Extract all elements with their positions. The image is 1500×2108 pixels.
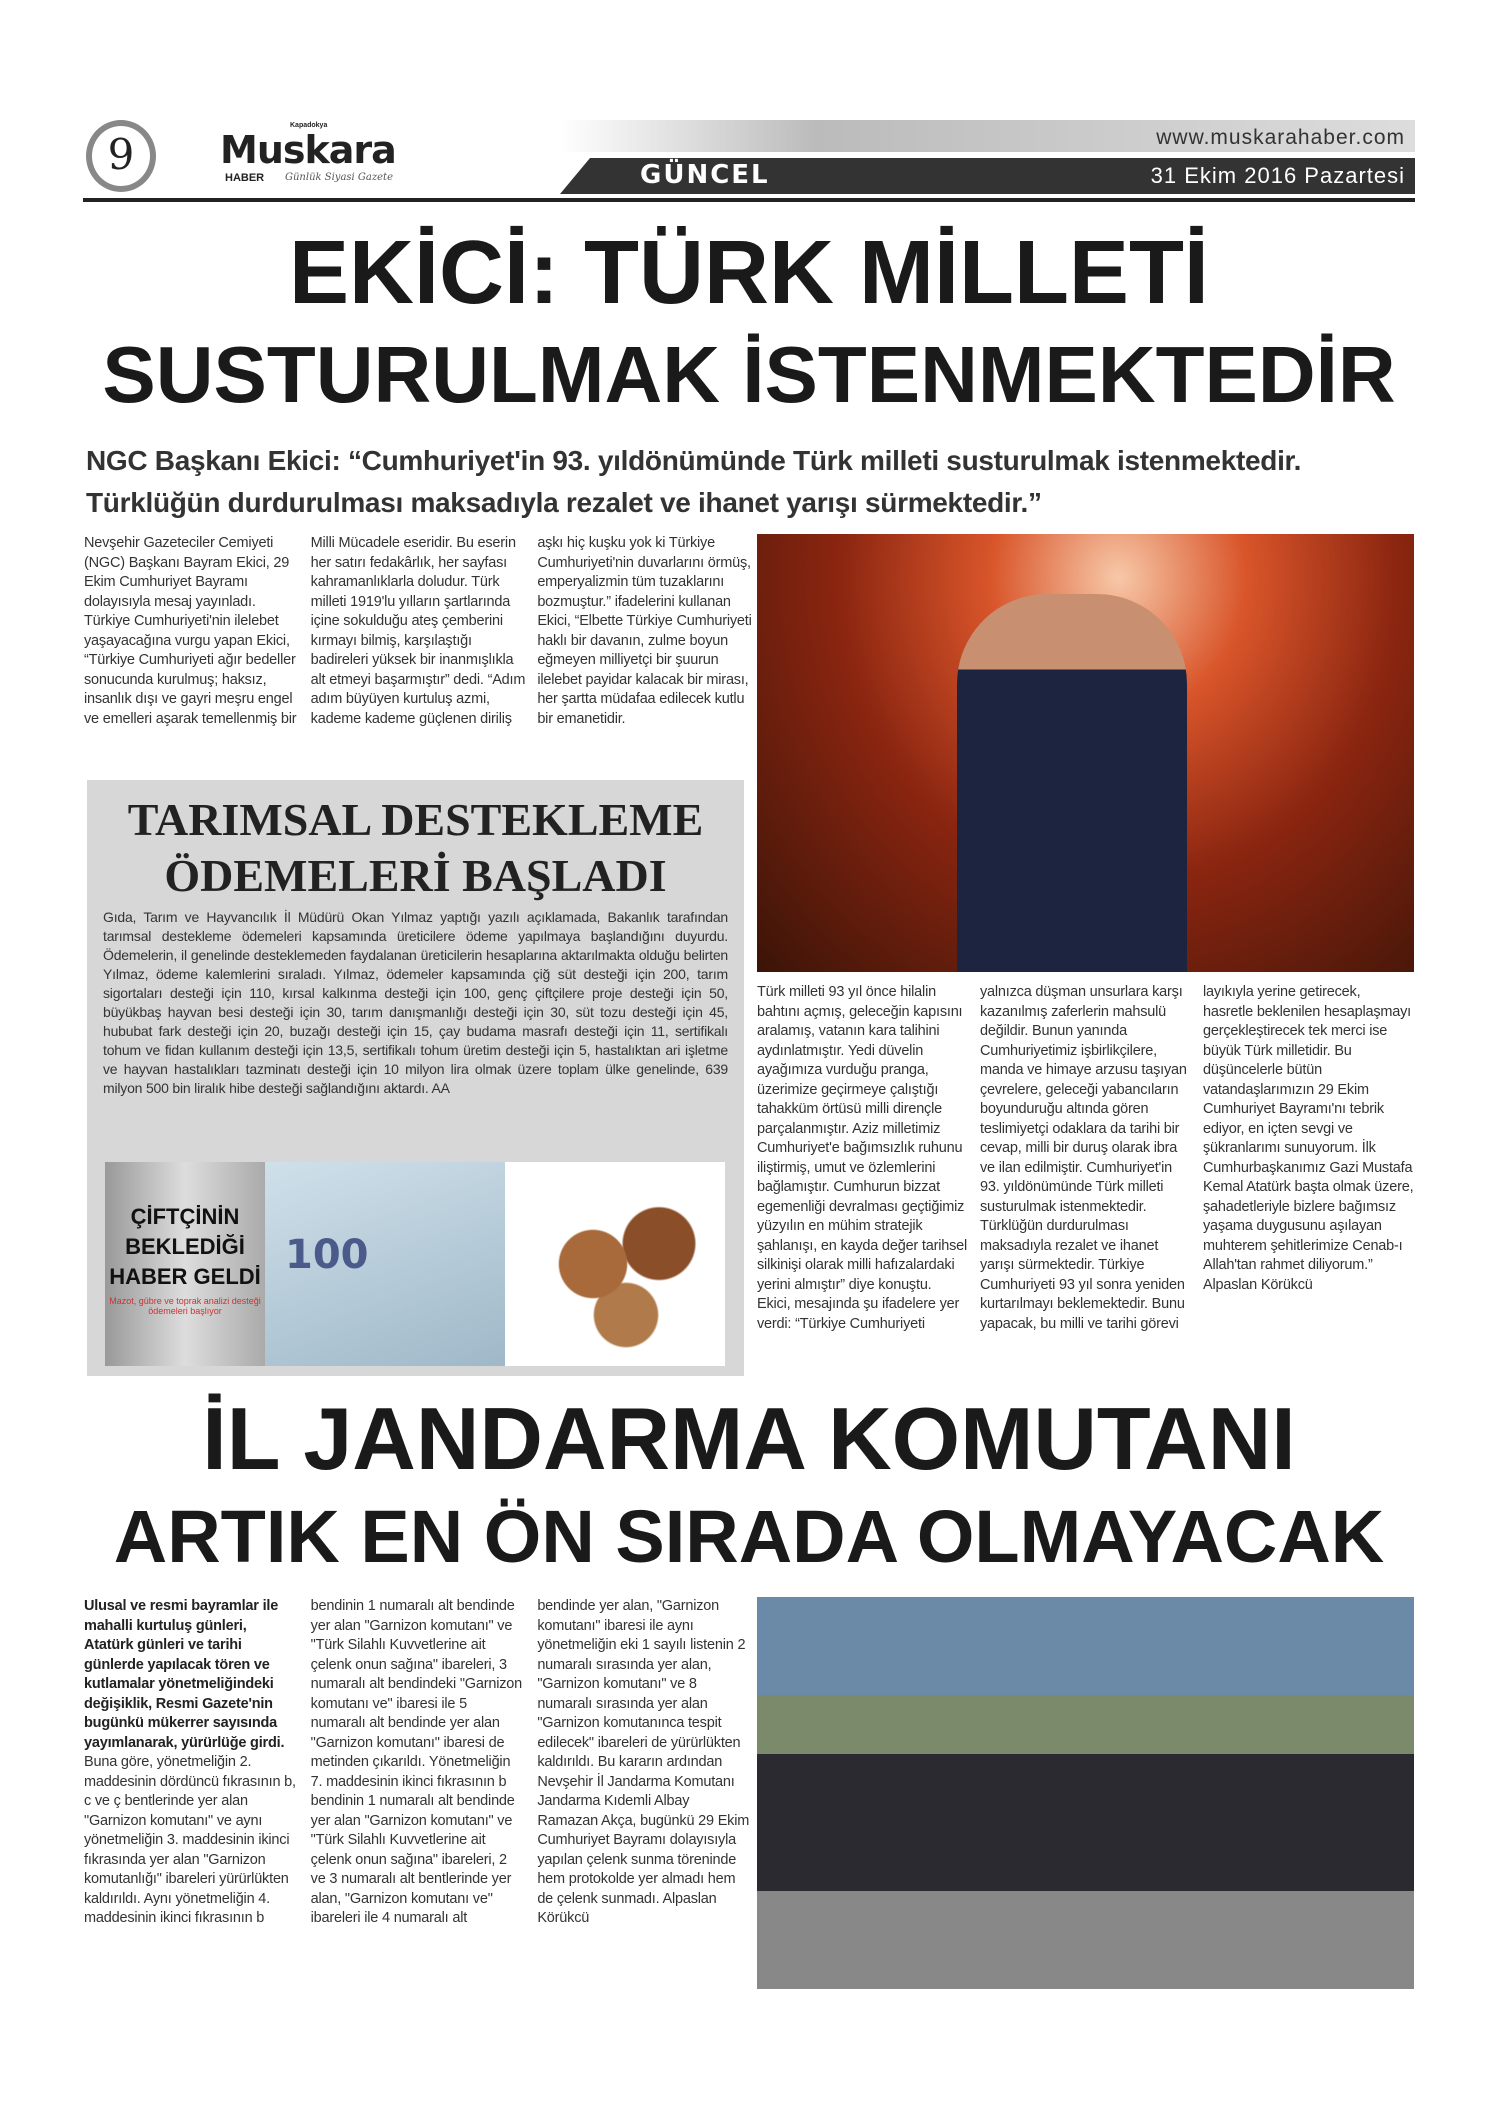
agriculture-news-box (87, 780, 744, 1376)
article-subheading: NGC Başkanı Ekici: “Cumhuriyet'in 93. yıldönümünde Türk milleti susturulmak istenmektedir. Türklüğün durdurulması maksadıyla rezalet ve ihanet yarışı sürmektedir.” (86, 445, 1302, 518)
hazelnut-image (505, 1162, 725, 1366)
banknote-image (265, 1162, 505, 1366)
article-text: Buna göre, yönetmeliğin 2. maddesinin dördüncü fıkrasının b, c ve ç bentlerinde yer alan "Garnizon komutanı" ve aynı yönetmeliğin 3. maddesinin ikinci fıkrasında yer alan "Garnizon komutanlığı" ibareleri yürürlükten kaldırıldı. Aynı yönetmeliğin 4. maddesinin ikinci fıkrasının b bendinin 1 numaralı alt bendinde yer alan "Garnizon komutanı" ve "Türk Silahlı Kuvvetlerine ait çelenk onun sağına" ibareleri, 3 numaralı alt bendindeki "Garnizon komutanı ve" ibaresi ile 5 numaralı alt bendinde yer alan "Garnizon komutanı" ibaresi de metinden çıkarıldı. Yönetmeliğin 7. maddesinin ikinci fıkrasının b bendinin 1 numaralı alt bendinde yer alan "Garnizon komutanı" ve "Türk Silahlı Kuvvetlerine ait çelenk onun sağına" ibareleri, 2 ve 3 numaralı alt bentlerinde yer alan, "Garnizon komutanı ve" ibareleri ile 4 numaralı alt bendinde yer alan, "Garnizon komutanı" ibaresi ile aynı yönetmeliğin eki 1 sayılı listenin 2 numaralı sırasında yer alan, "Garnizon komutanı" ve 8 numaralı sırasında yer alan "Garnizon komutanınca tespit edilecek" ibareleri de yürürlükten kaldırıldı. Bu kararın ardından Nevşehir İl Jandarma Komutanı Jandarma Kıdemli Albay Ramazan Akça, bugünkü 29 Ekim Cumhuriyet Bayramı dolayısıyla yapılan çelenk sunma töreninde hem protokolde yer almadı hem de çelenk sunmadı. Alpaslan Körükcü (84, 1598, 750, 1926)
box-body: Gıda, Tarım ve Hayvancılık İl Müdürü Okan Yılmaz yaptığı yazılı açıklamada, Bakanlık tarafından tarımsal destekleme ödemeleri kapsamında üreticilere ödeme yapılmaya başlandığını duyurdu. Ödemelerin, il genelinde desteklemeden faydalanan üreticilerin hesaplarına aktarılmakta olduğu belirten Yılmaz, ödeme kalemlerini sıraladı. Yılmaz, ödemeler kapsamında çiğ süt desteği için 200, tarım sigortaları desteği için 110, kırsal kalkınma desteği için 100, genç çiftçilere proje desteği için 50, büyükbaş hayvan besi desteği için 30, tarım danışmanlığı desteği için 30, süt tozu desteği için 45, hububat fark desteği için 20, buzağı desteği için 15, çay budama masrafı desteği için 11, sertifikalı tohum ve fidan kullanım desteği için 13,5, sertifikalı tohum üretim desteği için 5, hastalıktan ari işletme ve hayvan hastalıkları tazminatı desteği için 10 milyon lira olmak üzere toplam ülke genelinde, 639 milyon 500 bin liralık hibe desteği sağlandığını aktardı. AA (103, 909, 728, 1096)
newspaper-logo[interactable] (165, 122, 405, 190)
person-figure (957, 594, 1187, 972)
article-body-part1: Nevşehir Gazeteciler Cemiyeti (NGC) Başkanı Bayram Ekici, 29 Ekim Cumhuriyet Bayramı dolayısıyla mesaj yayınladı. Türkiye Cumhuriyeti'nin ilelebet yaşayacağına vurgu yapan Ekici, “Türkiye Cumhuriyeti ağır bedeller sonucunda kurulmuş; haksız, insanlık dışı ve gayri meşru engel ve emelleri aşarak temellenmiş bir Milli Mücadele eseridir. Bu eserin her satırı fedakârlık, her sayfası kahramanlıklarla doludur. Türk milleti 1919'lu yılların şartlarında içine sokulduğu ateş çemberini kırmayı bilmiş, karşılaştığı badireleri yüksek bir inanmışlıkla alt etmeyi başarmıştır” dedi. “Adım adım büyüyen kurtuluş azmi, kademe kademe güçlenen diriliş aşkı hiç kuşku yok ki Türkiye Cumhuriyeti'nin duvarlarını örmüş, emperyalizmin tüm tuzaklarını bozmuştur.” ifadelerini kullanan Ekici, “Elbette Türkiye Cumhuriyeti haklı bir davanın, zulme boyun eğmeyen milliyetçi bir şuurun ilelebet payidar kalacak bir mirası, her şartta müdafaa edilecek kutlu bir emanetidir. (84, 535, 752, 727)
issue-date: 31 Ekim 2016 Pazartesi (1150, 163, 1405, 188)
section-title: GÜNCEL (640, 160, 770, 190)
headline2-line-2: ARTIK EN ÖN SIRADA OLMAYACAK (113, 1495, 1385, 1578)
box-headline (87, 792, 744, 904)
website-url[interactable]: www.muskarahaber.com (1156, 126, 1405, 149)
banknote-value: 100 (285, 1232, 369, 1278)
gendarmerie-article-body (84, 1597, 752, 1929)
agriculture-image (105, 1162, 725, 1366)
page-number: 9 (86, 120, 156, 192)
article-body-part2: Türk milleti 93 yıl önce hilalin bahtını açmış, geleceğin kapısını aralamış, vatanın kara talihini aydınlatmıştır. Yedi düvelin ayağımıza vurduğu pranga, üzerimize geçirmeye çalıştığı tahakküm örtüsü milli dirençle parçalanmıştır. Aziz milletimiz Cumhuriyet'e bağımsızlık ruhunu iliştirmiş, umut ve özlemlerini bağlamıştır. Cumhurun bizzat egemenliği devralması geçtiğimiz yüzyılın en mühim stratejik şahlanışı, en kayda değer tarihsel silkinişi olarak milli hafızalardaki yerini almıştır” diye konuştu. Ekici, mesajında şu ifadelere yer verdi: “Türkiye Cumhuriyeti yalnızca düşman unsurlara karşı kazanılmış zaferlerin mahsulü değildir. Bunun yanında Cumhuriyetimiz işbirlikçilere, manda ve himaye arzusu taşıyan çevrelere, geleceği yabancıların boyunduruğu altında gören teslimiyetçi odaklara da tarihi bir cevap, milli bir duruş olarak ibra ve ilan edilmiştir. Cumhuriyet'in 93. yıldönümünde Türk milleti susturulmak istenmektedir. Türklüğün durdurulması maksadıyla rezalet ve ihanet yarışı sürmektedir. Türkiye Cumhuriyeti 93 yıl sonra yeniden kurtarılmayı beklemektedir. Bunu yapacak, bu milli ve tarihi görevi layıkıyla yerine getirecek, hasretle beklenilen hesaplaşmayı gerçekleştirecek tek merci ise büyük Türk milletidir. Bu düşüncelerle bütün vatandaşlarımızın 29 Ekim Cumhuriyet Bayramı'nı tebrik ediyor, en içten sevgi ve şükranlarımı sunuyorum. İlk Cumhurbaşkanımız Gazi Mustafa Kemal Atatürk başta olmak üzere, şahadetleriyle bizlere bağımsız yaşama duygusunu aşılayan muhterem şehitlerimize Cenab-ı Allah'tan rahmet diliyorum.” Alpaslan Körükcü (757, 984, 1414, 1332)
box-headline-line-2: ÖDEMELERİ BAŞLADI (164, 850, 667, 901)
headline-line-1: EKİCİ: TÜRK MİLLETİ (289, 223, 1209, 323)
logo-tagline: Günlük Siyasi Gazete (285, 172, 393, 183)
image-caption: Mazot, gübre ve toprak analizi desteği ödemeleri başlıyor (109, 1296, 261, 1316)
box-headline-line-1: TARIMSAL DESTEKLEME (127, 794, 704, 845)
headline2-line-1: İL JANDARMA KOMUTANI (202, 1389, 1296, 1488)
logo-main-text: Muskara (220, 128, 396, 172)
header-divider (83, 198, 1415, 202)
image-title: ÇİFTÇİNİN BEKLEDİĞİ HABER GELDİ (109, 1204, 261, 1289)
portrait-photo (757, 534, 1414, 972)
logo-sub-text: HABER (225, 172, 265, 184)
image-title-panel (105, 1162, 265, 1366)
logo-small-text: Kapadokya (290, 122, 328, 129)
ceremony-photo (757, 1597, 1414, 1989)
article-lead: Ulusal ve resmi bayramlar ile mahalli kurtuluş günleri, Atatürk günleri ve tarihi günlerde yapılacak tören ve kutlamalar yönetmeliğindeki değişiklik, Resmi Gazete'nin bugünkü mükerrer sayısında yayımlanarak, yürürlüğe girdi. (84, 1598, 285, 1751)
headline-line-2: SUSTURULMAK İSTENMEKTEDİR (102, 330, 1396, 419)
